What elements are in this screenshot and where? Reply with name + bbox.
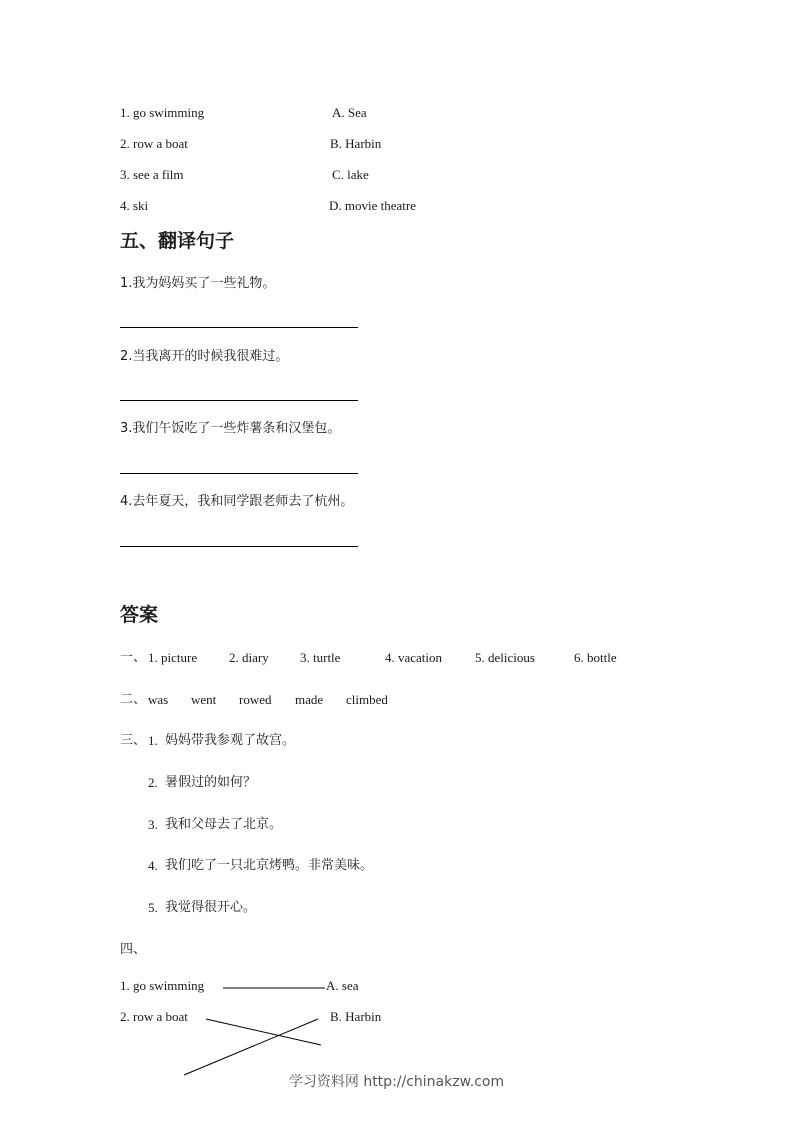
answer-3-5-text: 我觉得很开心。	[165, 900, 257, 915]
match-right-c: C. lake	[332, 167, 369, 182]
answer-2-3: rowed	[239, 692, 272, 707]
answer-2-5: climbed	[346, 692, 388, 707]
answer-3-4-text: 我们吃了一只北京烤鸭。非常美味。	[165, 858, 374, 873]
answer-4-left-1: 1. go swimming	[120, 978, 205, 993]
answer-3-1-num: 1.	[148, 733, 158, 748]
section-5-heading: 五、翻译句子	[120, 230, 235, 252]
match-left-2: 2. row a boat	[120, 136, 188, 151]
match-left-1: 1. go swimming	[120, 105, 205, 120]
answer-3-2-text: 暑假过的如何？	[165, 775, 257, 790]
match-left-3: 3. see a film	[120, 167, 184, 182]
answer-1-4: 4. vacation	[385, 650, 443, 665]
match-left-4: 4. ski	[120, 198, 149, 213]
answer-1-1: 1. picture	[148, 650, 198, 665]
match-line-3	[184, 1019, 318, 1075]
answer-1-6: 6. bottle	[574, 650, 617, 665]
answer-2-2: went	[191, 692, 217, 707]
answer-2-4: made	[295, 692, 324, 707]
answers-part4-prefix: 四、	[120, 942, 147, 957]
answer-3-3-num: 3.	[148, 817, 158, 832]
match-right-a: A. Sea	[332, 105, 367, 120]
match-right-b: B. Harbin	[330, 136, 382, 151]
answer-3-1-text: 妈妈带我参观了故宫。	[165, 733, 296, 748]
answers-heading: 答案	[120, 604, 159, 626]
answer-3-4-num: 4.	[148, 858, 158, 873]
answers-part3-prefix: 三、	[120, 733, 147, 748]
answer-1-3: 3. turtle	[300, 650, 341, 665]
footer-watermark: 学习资料网 http://chinakzw.com	[288, 1074, 505, 1090]
translate-item-4: 4.去年夏天，我和同学跟老师去了杭州。	[120, 494, 354, 509]
match-line-2	[206, 1019, 321, 1045]
answer-4-right-b: B. Harbin	[330, 1009, 382, 1024]
answer-3-5-num: 5.	[148, 900, 158, 915]
answer-3-3-text: 我和父母去了北京。	[165, 817, 283, 832]
answer-2-1: was	[148, 692, 169, 707]
answer-4-left-2: 2. row a boat	[120, 1009, 188, 1024]
match-right-d: D. movie theatre	[329, 198, 416, 213]
answers-part2-prefix: 二、	[120, 692, 147, 707]
translate-item-1: 1.我为妈妈买了一些礼物。	[120, 276, 276, 291]
answers-part1-prefix: 一、	[120, 650, 147, 665]
translate-item-2: 2.当我离开的时候我很难过。	[120, 349, 289, 364]
answer-1-5: 5. delicious	[475, 650, 535, 665]
answer-4-right-a: A. sea	[326, 978, 359, 993]
answer-1-2: 2. diary	[229, 650, 269, 665]
answer-3-2-num: 2.	[148, 775, 158, 790]
translate-item-3: 3.我们午饭吃了一些炸薯条和汉堡包。	[120, 421, 341, 436]
